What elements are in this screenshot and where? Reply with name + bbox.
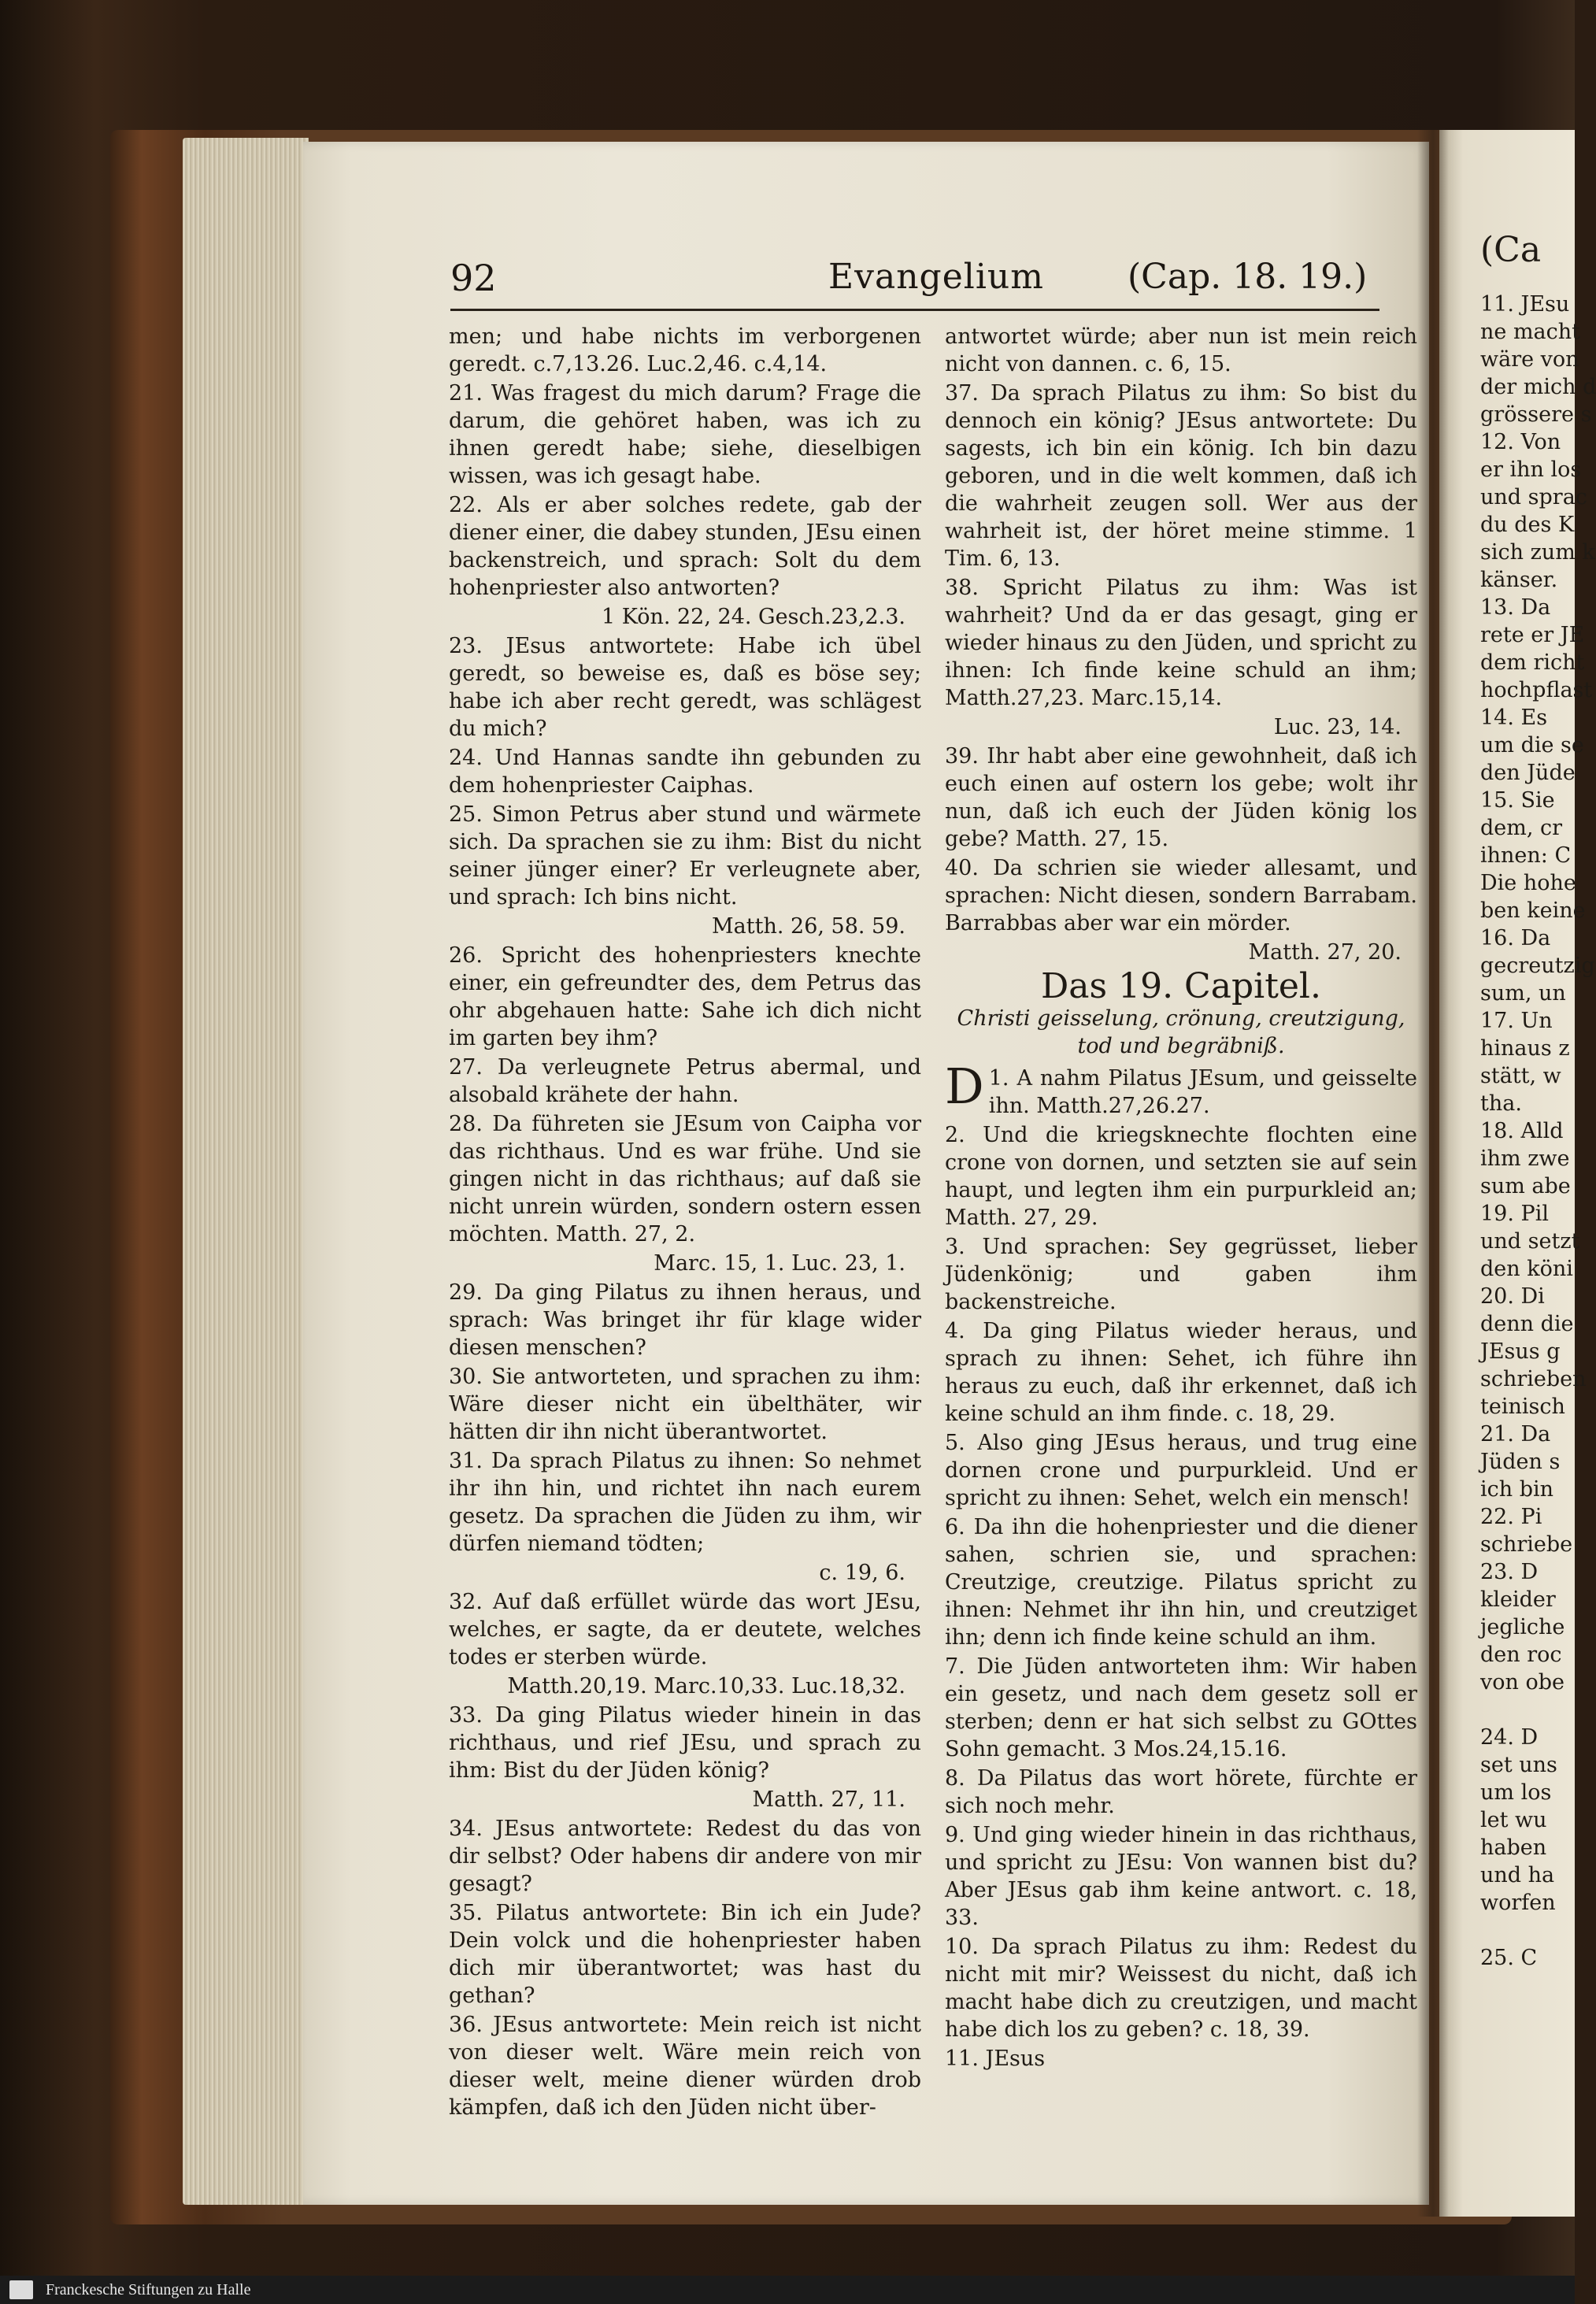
left-column [449,323,921,2123]
next-page-line: schriebe [1480,1532,1573,1557]
verse-paragraph: 26. Spricht des hohenpriesters knechte einer, ein gefreundter des, dem Petrus das ohr abgehauen hatte: Sahe ich dich nicht im garten bey ihm? [449,943,921,1050]
next-page-line: 13. Da [1480,595,1551,620]
verse-paragraph: 38. Spricht Pilatus zu ihm: Was ist wahrheit? Und da er das gesagt, ging er wieder hinaus zu den Jüden, und spricht zu ihnen: Ich finde keine schuld an ihm; Matth.27,23. Marc.15,14. [945,576,1417,710]
next-page-line: hochpflast [1480,678,1593,702]
verse-paragraph: men; und habe nichts im verborgenen geredt. c.7,13.26. Luc.2,46. c.4,14. [449,324,921,376]
verse-paragraph: 23. JEsus antwortete: Habe ich übel geredt, so beweise es, daß es böse sey; habe ich aber recht geredt, was schlägest du mich? [449,634,921,741]
verse-paragraph: 32. Auf daß erfüllet würde das wort JEsu, welches, er sagte, da er deutete, welches todes er sterben würde. [449,1590,921,1669]
verse-paragraph: 40. Da schrien sie wieder allesamt, und sprachen: Nicht diesen, sondern Barrabam. Barrabbas aber war ein mörder. [945,856,1417,935]
next-page-line: wäre von [1480,347,1579,372]
next-page-line: jegliche [1480,1615,1565,1639]
next-page-line: um los [1480,1780,1552,1805]
verse-paragraph: 25. Simon Petrus aber stund und wärmete sich. Da sprachen sie zu ihm: Bist du nicht seiner jünger einer? Er verleugnete aber, und sprach: Ich bins nicht. [449,802,921,909]
verse-paragraph: 6. Da ihn die hohenpriester und die diener sahen, schrien sie, und sprachen: Creutzige, creutzige. Pilatus spricht zu ihnen: Nehmet ihr ihn hin, und creutziget ihn; denn ich finde keine schuld an ihm. [945,1515,1417,1650]
verse-paragraph: antwortet würde; aber nun ist mein reich nicht von dannen. c. 6, 15. [945,324,1417,376]
next-page-line: sum abe [1480,1174,1571,1198]
verse-paragraph: 1 Kön. 22, 24. Gesch.23,2.3. [601,605,905,629]
verse-paragraph: 4. Da ging Pilatus wieder heraus, und sprach zu ihnen: Sehet, ich führe ihn heraus zu euch, daß ihr erkennet, daß ich keine schuld an ihm finde. c. 18, 29. [945,1319,1417,1426]
next-page-line: känser. [1480,568,1558,592]
chapter-summary: Christi geisselung, crönung, creutzigung, tod und begräbniß. [957,1006,1405,1058]
next-page-line: 24. D [1480,1725,1539,1750]
next-page-line: 16. Da [1480,926,1551,950]
next-page-line: gecreutzig [1480,954,1595,978]
page-number: 92 [450,257,497,299]
verse-paragraph: 22. Als er aber solches redete, gab der diener einer, die dabey stunden, JEsu einen backenstreich, und sprach: Solt du dem hohenpriester also antworten? [449,493,921,600]
verse-paragraph [945,1058,1417,1120]
page-edges [183,138,309,2205]
verse-paragraph: Matth. 27, 11. [752,1787,905,1812]
verse-paragraph: Matth.20,19. Marc.10,33. Luc.18,32. [507,1674,905,1698]
next-page-line: 14. Es [1480,706,1548,730]
verse-paragraph: 24. Und Hannas sandte ihn gebunden zu dem hohenpriester Caiphas. [449,746,921,798]
next-page-line: haben [1480,1835,1547,1860]
header-rule [450,309,1379,311]
next-page-line: grössere s [1480,402,1592,427]
next-page-line: 25. C [1480,1946,1538,1970]
next-page-line: tha. [1480,1091,1522,1116]
next-page-line: hinaus z [1480,1036,1570,1061]
verse-paragraph: 21. Was fragest du mich darum? Frage die darum, die gehöret haben, was ich zu ihnen geredt habe; siehe, dieselbigen wissen, was ich gesagt habe. [449,381,921,488]
next-page-line: 21. Da [1480,1422,1551,1446]
next-page-line: 23. D [1480,1560,1539,1584]
next-page-line: den köni [1480,1257,1573,1281]
chapter-heading: Das 19. Capitel. [1041,966,1321,1006]
next-page-line: den roc [1480,1643,1562,1667]
verse-paragraph: 2. Und die kriegsknechte flochten eine crone von dornen, und setzten sie auf sein haupt, und legten ihm ein purpurkleid an; Matth. 27, 29. [945,1123,1417,1230]
library-logo-icon [9,2280,33,2299]
verse-paragraph: 9. Und ging wieder hinein in das richthaus, und spricht zu JEsu: Von wannen bist du? Aber JEsus gab ihm keine antwort. c. 18, 33. [945,1823,1417,1930]
next-page-line: von obe [1480,1670,1565,1695]
verse-paragraph: c. 19, 6. [819,1561,905,1585]
chapter-reference: (Cap. 18. 19.) [1128,257,1368,297]
next-page-line: 12. Von [1480,430,1561,454]
verse-paragraph: Matth. 27, 20. [1248,940,1402,965]
next-page-text [1480,230,1596,1970]
next-page-line: teinisch [1480,1395,1565,1419]
next-page-line: kleider [1480,1587,1556,1612]
next-page-line: rete er JE [1480,623,1585,647]
next-page-line: der mich d [1480,375,1596,399]
verse-paragraph: 28. Da führeten sie JEsum von Caipha vor das richthaus. Und es war frühe. Und sie gingen nicht in das richthaus; auf daß sie nicht unrein würden, sondern ostern essen möchten. Matth. 27, 2. [449,1112,921,1246]
verse-number: 1. [988,1066,1009,1091]
next-page-line: und ha [1480,1863,1555,1887]
next-page-line: Jüden s [1480,1450,1561,1474]
verse-paragraph: 7. Die Jüden antworteten ihm: Wir haben ein gesetz, und nach dem gesetz soll er sterben; denn er hat sich selbst zu GOttes Sohn gemacht. 3 Mos.24,15.16. [945,1654,1417,1761]
verse-paragraph: 10. Da sprach Pilatus zu ihm: Redest du nicht mit mir? Weissest du nicht, daß ich macht habe dich zu creutzigen, und macht habe dich los zu geben? c. 18, 39. [945,1935,1417,2042]
next-page-line: worfen [1480,1891,1556,1915]
next-page-line: 18. Alld [1480,1119,1564,1143]
verse-paragraph: 31. Da sprach Pilatus zu ihnen: So nehmet ihr ihn hin, und richtet ihn nach eurem gesetz. Da sprachen die Jüden zu ihm, wir dürfen niemand tödten; [449,1449,921,1556]
verse-paragraph: 35. Pilatus antwortete: Bin ich ein Jude? Dein volck und die hohenpriester haben dich mir überantwortet; was hast du gethan? [449,1901,921,2008]
drop-cap: D [945,1058,984,1115]
next-page-line: ne macht [1480,320,1581,344]
next-page-line: schrieben [1480,1367,1587,1391]
footer-credit: Franckesche Stiftungen zu Halle [46,2281,251,2298]
next-page-line: er ihn los [1480,457,1582,482]
verse-paragraph: 39. Ihr habt aber eine gewohnheit, daß ich euch einen auf ostern los gebe; wolt ihr nun, daß ich euch der Jüden könig los gebe? Matth. 27, 15. [945,744,1417,851]
running-title: Evangelium [828,257,1044,297]
next-page-line: sich zum k [1480,540,1595,565]
next-page-line: um die se [1480,733,1584,758]
next-page-line: und sprac [1480,485,1587,509]
next-page-line: JEsus g [1480,1339,1561,1364]
verse-paragraph: 3. Und sprachen: Sey gegrüsset, lieber Jüdenkönig; und gaben ihm backenstreiche. [945,1235,1417,1314]
next-page-line: sum, un [1480,981,1566,1006]
next-page-line: 17. Un [1480,1009,1553,1033]
verse-paragraph: 30. Sie antworteten, und sprachen zu ihm: Wäre dieser nicht ein übelthäter, wir hätten dir ihn nicht überantwortet. [449,1365,921,1444]
next-page-header: (Ca [1480,230,1542,270]
next-page-line: 20. Di [1480,1284,1545,1309]
next-page-line [1480,1917,1590,1944]
verse-paragraph: Matth. 26, 58. 59. [712,914,905,939]
next-page-line: ich bin [1480,1477,1554,1502]
next-page-line: 19. Pil [1480,1202,1549,1226]
next-page-line: und setzt [1480,1229,1580,1254]
next-page-line: 11. JEsu [1480,292,1570,317]
next-page-line: ihm zwe [1480,1146,1570,1171]
verse-paragraph: 36. JEsus antwortete: Mein reich ist nicht von dieser welt. Wäre mein reich von dieser welt, meine diener würden drob kämpfen, daß ich den Jüden nicht über- [449,2013,921,2120]
next-page-line: dem richt [1480,650,1585,675]
verse-paragraph: 11. JEsus [945,2047,1046,2071]
verse-paragraph: Marc. 15, 1. Luc. 23, 1. [654,1251,905,1276]
verse-text: A nahm Pilatus JEsum, und geisselte ihn. Matth.27,26.27. [988,1066,1417,1118]
next-page-line: set uns [1480,1753,1557,1777]
page-header [450,250,1379,306]
verse-paragraph: Luc. 23, 14. [1273,715,1402,739]
gutter-shadow [1417,130,1449,2217]
next-page-line: 15. Sie [1480,788,1555,813]
next-page-line: Die hohe [1480,871,1576,895]
next-page-line: du des K [1480,513,1575,537]
next-page-line: let wu [1480,1808,1547,1832]
verse-paragraph: 29. Da ging Pilatus zu ihnen heraus, und sprach: Was bringet ihr für klage wider diesen menschen? [449,1280,921,1360]
right-column [945,323,1417,2074]
next-page-line: stätt, w [1480,1064,1561,1088]
next-page-line [1480,1696,1590,1724]
verse-paragraph: 34. JEsus antwortete: Redest du das von dir selbst? Oder habens dir andere von mir gesagt? [449,1817,921,1896]
next-page-line: 22. Pi [1480,1505,1542,1529]
verse-paragraph: 37. Da sprach Pilatus zu ihm: So bist du dennoch ein könig? JEsus antwortete: Du sagests, ich bin ein könig. Ich bin dazu geboren, und in die welt kommen, daß ich die wahrheit zeugen soll. Wer aus der wahrheit ist, der höret meine stimme. 1 Tim. 6, 13. [945,381,1417,571]
next-page-line: ben keine [1480,898,1586,923]
next-page-line: denn die [1480,1312,1574,1336]
next-page-line: ihnen: C [1480,843,1572,868]
verse-paragraph: 27. Da verleugnete Petrus abermal, und alsobald krähete der hahn. [449,1055,921,1107]
verse-paragraph: 33. Da ging Pilatus wieder hinein in das richthaus, und rief JEsu, und sprach zu ihm: Bist du der Jüden könig? [449,1703,921,1783]
next-page-line: dem, cr [1480,816,1563,840]
next-page-line: den Jüde [1480,761,1576,785]
verse-paragraph: 5. Also ging JEsus heraus, und trug eine dornen crone und purpurkleid. Und er spricht zu ihnen: Sehet, welch ein mensch! [945,1431,1417,1510]
verse-paragraph: 8. Da Pilatus das wort hörete, fürchte er sich noch mehr. [945,1766,1417,1818]
